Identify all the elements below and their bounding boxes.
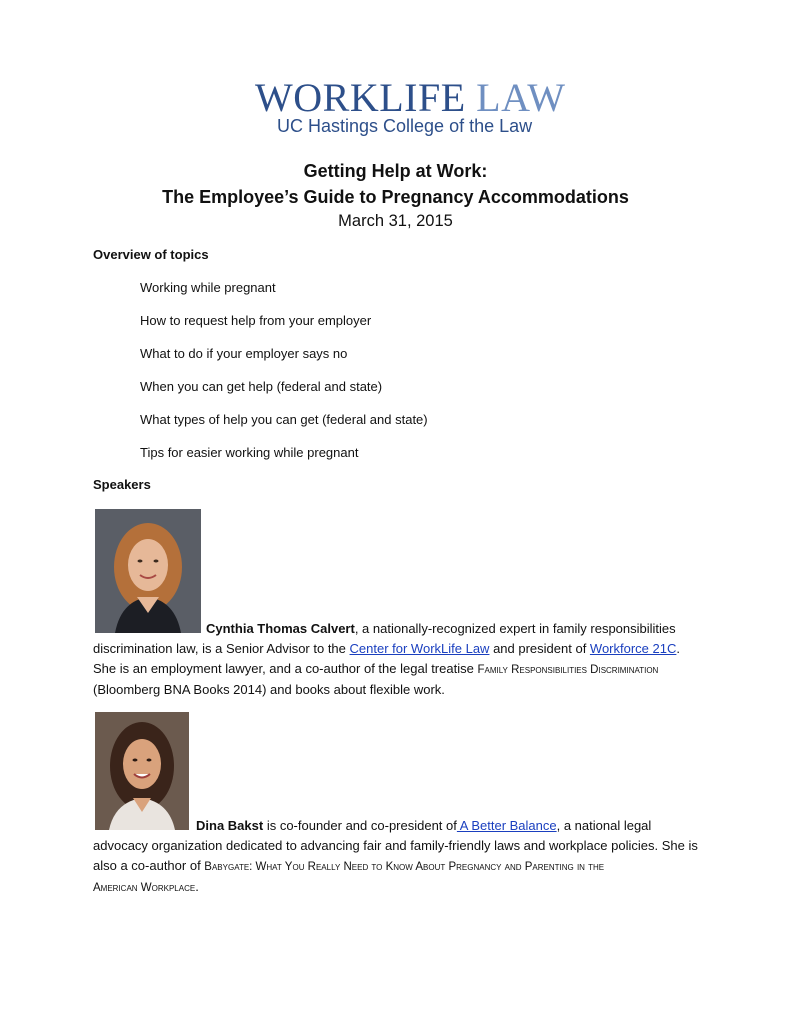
topic-item: What types of help you can get (federal and state): [140, 412, 428, 427]
calvert-text: She is an employment lawyer, and a co-author of the legal treatise: [93, 661, 478, 676]
calvert-bio-line-4: (Bloomberg BNA Books 2014) and books about flexible work.: [93, 682, 445, 697]
calvert-text: , a nationally-recognized expert in family responsibilities: [354, 621, 676, 636]
speakers-heading: Speakers: [93, 477, 151, 492]
bakst-bio-line-3: [93, 856, 703, 877]
a-better-balance-link[interactable]: A Better Balance: [456, 818, 557, 833]
workforce-21c-link[interactable]: Workforce 21C: [589, 641, 677, 656]
bakst-text: also a co-author of: [93, 858, 205, 873]
bakst-bio-line-4: [93, 877, 703, 898]
calvert-text: .: [676, 641, 681, 656]
bakst-bio-line-1: [93, 816, 703, 836]
calvert-book-title: Family Responsibilities Discrimination: [477, 664, 659, 676]
overview-heading: Overview of topics: [93, 247, 209, 262]
calvert-bio: [93, 619, 703, 700]
logo-law: LAW: [476, 75, 566, 120]
calvert-text: and president of: [489, 641, 590, 656]
bakst-book-title-1: Babygate: What You Really Need to Know About Pregnancy and Parenting in the: [204, 861, 605, 873]
calvert-text: discrimination law, is a Senior Advisor to the: [93, 641, 350, 656]
topics-list: [140, 280, 428, 478]
bakst-name: Dina Bakst: [196, 818, 264, 833]
worklife-law-logo: [255, 75, 566, 137]
calvert-bio-line-1: [93, 619, 703, 639]
logo-life: LIFE: [379, 75, 466, 120]
logo-wordmark: [255, 75, 566, 120]
calvert-bio-line-2: [93, 639, 703, 659]
calvert-name: Cynthia Thomas Calvert: [206, 621, 355, 636]
bakst-photo: [95, 712, 189, 830]
title-line-2: The Employee’s Guide to Pregnancy Accommodations: [162, 187, 629, 207]
bakst-bio: [93, 816, 703, 898]
topic-item: How to request help from your employer: [140, 313, 372, 328]
bakst-bio-line-2: advocacy organization dedicated to advancing fair and family-friendly laws and workplace policies. She is: [93, 838, 698, 853]
logo-subtitle: UC Hastings College of the Law: [277, 116, 533, 136]
calvert-photo: [95, 509, 201, 633]
bakst-text: , a national legal: [556, 818, 652, 833]
topic-item: What to do if your employer says no: [140, 346, 348, 361]
calvert-bio-line-3: [93, 659, 703, 680]
bakst-text: is co-founder and co-president of: [263, 818, 457, 833]
title-block: [0, 158, 791, 232]
topic-item: When you can get help (federal and state): [140, 379, 383, 394]
bakst-book-title-2: American Workplace: [93, 882, 196, 894]
topic-item: Tips for easier working while pregnant: [140, 445, 359, 460]
bakst-text: .: [195, 879, 199, 894]
center-for-worklife-law-link[interactable]: Center for WorkLife Law: [349, 641, 490, 656]
topic-item: Working while pregnant: [140, 280, 276, 295]
logo-work: WORK: [255, 75, 380, 120]
title-date: March 31, 2015: [338, 212, 453, 230]
title-line-1: Getting Help at Work:: [303, 161, 488, 181]
